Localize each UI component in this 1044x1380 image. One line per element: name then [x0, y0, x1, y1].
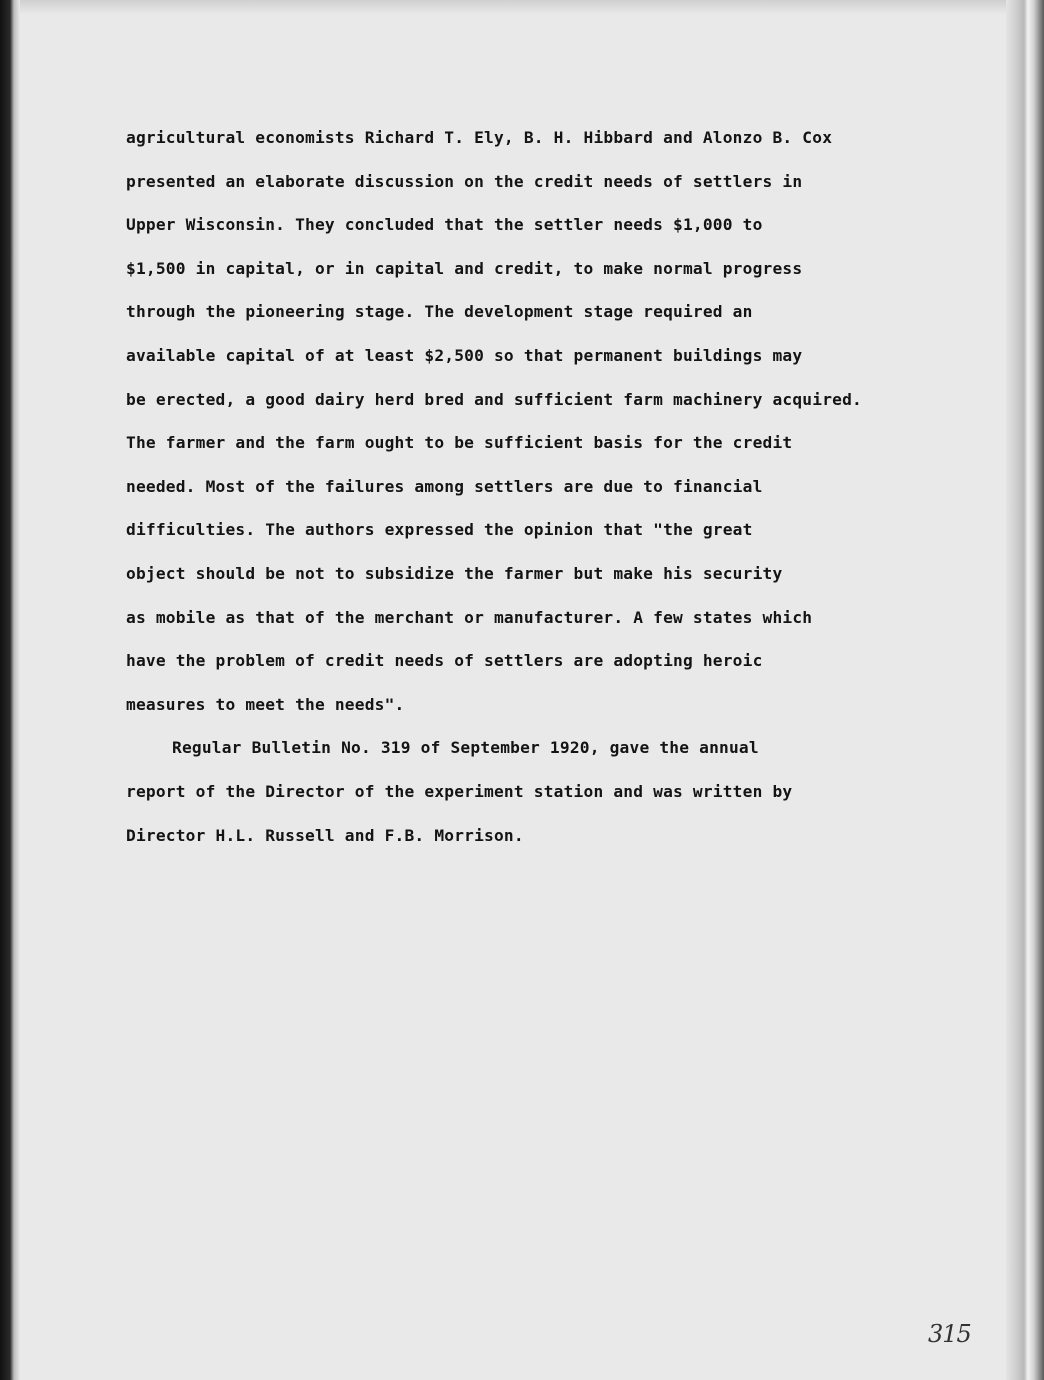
text-line: report of the Director of the experiment station and was written by — [126, 781, 793, 801]
text-line: difficulties. The authors expressed the opinion that "the great — [126, 520, 753, 540]
text-line: be erected, a good dairy herd bred and sufficient farm machinery acquired. — [126, 389, 862, 409]
text-line: presented an elaborate discussion on the credit needs of settlers in — [126, 171, 803, 191]
text-line: The farmer and the farm ought to be sufficient basis for the credit — [126, 433, 793, 453]
text-line: through the pioneering stage. The development stage required an — [126, 302, 753, 322]
page-top-shadow — [20, 0, 1010, 14]
text-line: $1,500 in capital, or in capital and credit, to make normal progress — [126, 258, 803, 278]
text-line: available capital of at least $2,500 so that permanent buildings may — [126, 345, 803, 365]
text-line: object should be not to subsidize the farmer but make his security — [126, 563, 783, 583]
text-line: Regular Bulletin No. 319 of September 1920, gave the annual — [172, 738, 759, 758]
page-right-binding-edge — [1006, 0, 1044, 1380]
paragraph-2 — [126, 726, 916, 857]
page-left-binding-edge — [0, 0, 20, 1380]
text-line: measures to meet the needs". — [126, 694, 405, 714]
text-line: Director H.L. Russell and F.B. Morrison. — [126, 825, 524, 845]
text-line: have the problem of credit needs of settlers are adopting heroic — [126, 651, 763, 671]
text-line: agricultural economists Richard T. Ely, B. H. Hibbard and Alonzo B. Cox — [126, 128, 833, 147]
typewritten-body — [126, 116, 916, 857]
paragraph-1 — [126, 116, 916, 726]
text-line: as mobile as that of the merchant or manufacturer. A few states which — [126, 607, 813, 627]
handwritten-page-number: 315 — [928, 1320, 971, 1348]
text-line: needed. Most of the failures among settlers are due to financial — [126, 476, 763, 496]
text-line: Upper Wisconsin. They concluded that the settler needs $1,000 to — [126, 215, 763, 235]
